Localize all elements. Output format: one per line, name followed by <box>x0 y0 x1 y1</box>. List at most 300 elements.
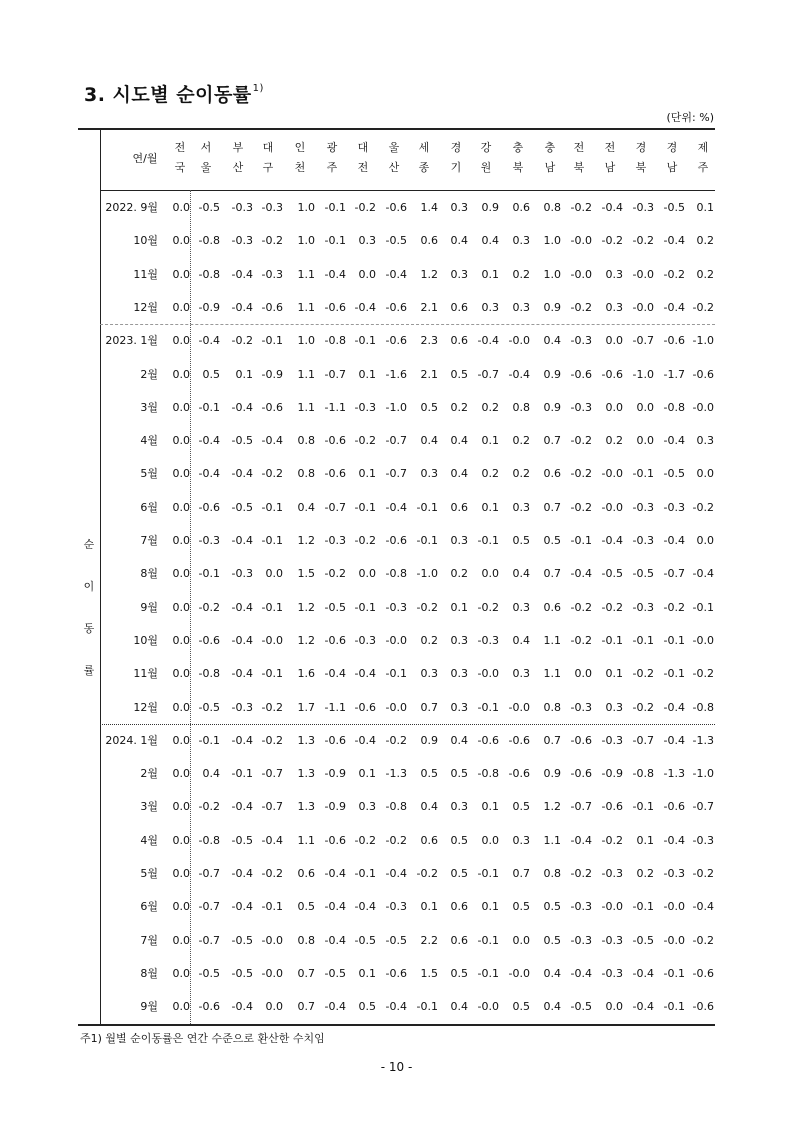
table-cell: -0.5 <box>601 567 623 581</box>
table-cell: -0.3 <box>354 633 376 647</box>
table-cell: -0.2 <box>692 867 714 880</box>
table-cell: -0.1 <box>663 1000 685 1014</box>
table-cell: -0.4 <box>324 267 346 281</box>
table-cell: -0.4 <box>231 800 253 814</box>
page-number: - 10 - <box>380 1060 413 1074</box>
table-cell: -0.7 <box>632 733 654 747</box>
table-cell: 1.2 <box>297 633 315 647</box>
table-cell: -1.0 <box>385 400 407 414</box>
table-row <box>100 890 715 923</box>
row-period-label: 6월 <box>140 500 158 514</box>
table-cell: -0.3 <box>570 334 592 348</box>
table-cell: -0.7 <box>477 367 499 381</box>
table-cell: 0.3 <box>512 300 530 314</box>
table-cell: 0.0 <box>172 633 190 647</box>
region-header-char: 전 <box>174 141 186 154</box>
table-row <box>100 757 715 790</box>
table-cell: -0.6 <box>324 833 346 847</box>
table-cell: -0.1 <box>632 800 654 814</box>
table-cell: 0.8 <box>543 201 561 214</box>
table-cell: -0.2 <box>632 700 654 714</box>
row-period-label: 8월 <box>140 966 158 980</box>
unit-label: (단위: %) <box>666 111 714 124</box>
table-bottom-border <box>78 1024 715 1026</box>
table-cell: -0.0 <box>508 700 530 714</box>
table-cell: -0.2 <box>570 467 592 481</box>
table-cell: -0.8 <box>632 767 654 781</box>
table-cell: -1.3 <box>385 767 407 781</box>
region-header <box>349 138 377 178</box>
table-cell: 0.4 <box>202 767 220 781</box>
table-cell: -0.2 <box>570 201 592 214</box>
table-cell: -0.5 <box>231 966 253 980</box>
table-cell: -0.5 <box>632 567 654 581</box>
table-cell: -0.1 <box>663 633 685 647</box>
region-header <box>254 138 282 178</box>
table-cell: -0.3 <box>385 600 407 614</box>
region-header <box>318 138 346 178</box>
table-cell: -0.3 <box>632 600 654 614</box>
table-cell: -0.2 <box>416 867 438 880</box>
table-cell: -0.3 <box>231 700 253 714</box>
table-cell: -0.6 <box>692 966 714 980</box>
table-cell: 0.3 <box>450 667 468 681</box>
table-cell: 1.1 <box>297 300 315 314</box>
table-cell: 0.3 <box>512 667 530 681</box>
side-label-char: 이 <box>83 580 95 593</box>
table-cell: -1.6 <box>385 367 407 381</box>
row-period-label: 8월 <box>140 567 158 581</box>
region-header-char: 전 <box>357 161 369 174</box>
table-cell: 0.1 <box>481 267 499 281</box>
table-cell: 0.0 <box>172 334 190 348</box>
region-header-char: 남 <box>666 161 678 174</box>
table-cell: -0.5 <box>231 833 253 847</box>
side-label-char: 동 <box>83 622 95 635</box>
table-cell: -0.1 <box>601 633 623 647</box>
table-cell: -0.4 <box>354 900 376 914</box>
table-cell: 1.1 <box>297 833 315 847</box>
table-cell: 0.4 <box>450 1000 468 1014</box>
region-header-char: 울 <box>388 141 400 154</box>
region-header-char: 주 <box>326 161 338 174</box>
table-cell: -0.7 <box>261 800 283 814</box>
table-cell: -0.4 <box>354 300 376 314</box>
table-cell: -0.3 <box>324 534 346 547</box>
table-cell: 0.0 <box>172 567 190 581</box>
table-cell: 0.8 <box>543 867 561 880</box>
table-cell: 0.3 <box>358 800 376 814</box>
table-cell: -0.2 <box>261 700 283 714</box>
table-cell: -0.6 <box>261 300 283 314</box>
table-cell: -0.5 <box>231 933 253 947</box>
region-header-char: 울 <box>200 161 212 174</box>
table-cell: -0.4 <box>570 567 592 581</box>
table-cell: -0.3 <box>601 966 623 980</box>
table-cell: 0.9 <box>420 733 438 747</box>
table-cell: -0.2 <box>261 867 283 880</box>
region-header-char: 경 <box>635 141 647 154</box>
table-cell: -0.2 <box>354 434 376 448</box>
table-cell: 1.1 <box>543 833 561 847</box>
table-cell: -0.6 <box>385 966 407 980</box>
table-cell: -0.1 <box>261 900 283 914</box>
table-cell: -0.1 <box>632 467 654 481</box>
table-cell: 0.1 <box>358 467 376 481</box>
table-cell: -0.0 <box>261 933 283 947</box>
table-cell: -0.0 <box>632 267 654 281</box>
table-cell: -0.2 <box>385 733 407 747</box>
region-header-char: 종 <box>418 161 430 174</box>
region-header <box>565 138 593 178</box>
table-cell: 2.1 <box>420 300 438 314</box>
table-cell: -0.1 <box>231 767 253 781</box>
table-cell: -0.4 <box>261 833 283 847</box>
table-cell: 0.0 <box>696 467 714 481</box>
table-cell: -0.4 <box>324 900 346 914</box>
table-cell: -0.4 <box>354 667 376 681</box>
table-cell: -0.8 <box>385 800 407 814</box>
table-cell: 0.0 <box>172 867 190 880</box>
table-cell: -0.4 <box>324 867 346 880</box>
table-cell: -1.0 <box>632 367 654 381</box>
table-cell: 0.0 <box>481 567 499 581</box>
row-period-label: 3월 <box>140 800 158 814</box>
region-header <box>472 138 500 178</box>
table-cell: -0.3 <box>632 500 654 514</box>
table-cell: -0.1 <box>354 334 376 348</box>
table-cell: -0.0 <box>508 334 530 348</box>
table-cell: -0.3 <box>632 534 654 547</box>
table-cell: 0.5 <box>512 1000 530 1014</box>
table-cell: 0.4 <box>420 800 438 814</box>
table-cell: -0.2 <box>570 500 592 514</box>
row-period-label: 2월 <box>140 767 158 781</box>
table-cell: -0.4 <box>231 900 253 914</box>
table-cell: 0.4 <box>512 567 530 581</box>
table-cell: 0.0 <box>172 234 190 248</box>
region-header <box>224 138 252 178</box>
table-cell: -0.1 <box>477 867 499 880</box>
table-cell: 1.1 <box>543 633 561 647</box>
region-header-char: 북 <box>573 161 585 174</box>
row-period-label: 3월 <box>140 400 158 414</box>
table-cell: 1.2 <box>297 534 315 547</box>
region-header <box>689 138 717 178</box>
table-cell: 0.0 <box>172 933 190 947</box>
table-cell: -0.4 <box>231 467 253 481</box>
table-cell: -0.0 <box>570 234 592 248</box>
table-cell: -0.2 <box>692 500 714 514</box>
table-cell: 0.2 <box>696 234 714 248</box>
table-cell: -0.2 <box>632 234 654 248</box>
table-cell: 1.7 <box>297 700 315 714</box>
region-header-char: 전 <box>604 141 616 154</box>
table-cell: -0.2 <box>692 933 714 947</box>
table-cell: -0.4 <box>663 300 685 314</box>
table-cell: -0.8 <box>198 234 220 248</box>
table-cell: 0.4 <box>543 334 561 348</box>
table-cell: -0.1 <box>324 201 346 214</box>
table-cell: 0.7 <box>543 567 561 581</box>
table-cell: 0.8 <box>297 933 315 947</box>
table-row <box>100 691 715 724</box>
table-cell: 0.7 <box>297 1000 315 1014</box>
table-cell: 0.6 <box>420 234 438 248</box>
region-header <box>286 138 314 178</box>
table-cell: -0.5 <box>385 234 407 248</box>
page-title <box>84 80 264 107</box>
table-cell: -0.1 <box>570 534 592 547</box>
table-cell: -0.0 <box>261 633 283 647</box>
table-cell: -0.4 <box>663 434 685 448</box>
table-cell: -0.1 <box>261 334 283 348</box>
table-cell: -0.1 <box>477 966 499 980</box>
table-cell: 2.2 <box>420 933 438 947</box>
table-cell: 0.3 <box>512 500 530 514</box>
table-cell: 0.4 <box>450 234 468 248</box>
table-cell: 0.8 <box>512 400 530 414</box>
table-cell: 0.5 <box>543 534 561 547</box>
region-header-char: 구 <box>262 161 274 174</box>
region-header-char: 주 <box>697 161 709 174</box>
region-header-char: 충 <box>512 141 524 154</box>
table-cell: 0.1 <box>358 966 376 980</box>
table-cell: 0.6 <box>450 300 468 314</box>
table-cell: 0.5 <box>512 800 530 814</box>
table-cell: -0.2 <box>570 867 592 880</box>
table-cell: -0.6 <box>324 467 346 481</box>
table-cell: -0.4 <box>324 1000 346 1014</box>
table-cell: -0.2 <box>385 833 407 847</box>
table-cell: -0.6 <box>508 767 530 781</box>
table-cell: -0.3 <box>570 700 592 714</box>
table-cell: -0.5 <box>632 933 654 947</box>
region-header <box>536 138 564 178</box>
table-cell: -0.6 <box>385 534 407 547</box>
row-period-label: 10월 <box>133 234 158 248</box>
table-cell: -0.5 <box>198 966 220 980</box>
row-period-label: 10월 <box>133 633 158 647</box>
table-cell: 0.2 <box>636 867 654 880</box>
table-cell: 0.3 <box>450 267 468 281</box>
table-cell: 1.1 <box>543 667 561 681</box>
row-period-label: 6월 <box>140 900 158 914</box>
table-cell: -0.1 <box>354 600 376 614</box>
table-cell: 0.1 <box>481 434 499 448</box>
table-cell: -0.9 <box>198 300 220 314</box>
table-cell: 0.5 <box>512 900 530 914</box>
table-cell: 0.2 <box>512 467 530 481</box>
table-cell: 0.0 <box>172 800 190 814</box>
table-cell: 0.6 <box>543 467 561 481</box>
table-cell: -0.4 <box>570 966 592 980</box>
table-row <box>100 457 715 490</box>
table-cell: -0.2 <box>354 201 376 214</box>
row-period-label: 12월 <box>133 300 158 314</box>
table-cell: -1.3 <box>663 767 685 781</box>
table-cell: -0.4 <box>231 267 253 281</box>
table-cell: 0.5 <box>450 833 468 847</box>
table-cell: 0.2 <box>512 267 530 281</box>
table-cell: 0.0 <box>172 733 190 747</box>
table-cell: -0.5 <box>324 966 346 980</box>
table-cell: -0.2 <box>570 600 592 614</box>
table-cell: 0.0 <box>574 667 592 681</box>
table-cell: -0.2 <box>261 733 283 747</box>
row-period-label: 5월 <box>140 467 158 481</box>
table-cell: -0.7 <box>663 567 685 581</box>
table-cell: -0.1 <box>477 534 499 547</box>
table-cell: 0.7 <box>543 500 561 514</box>
table-cell: -0.7 <box>324 367 346 381</box>
table-cell: -0.9 <box>601 767 623 781</box>
table-cell: -0.6 <box>198 500 220 514</box>
table-cell: 0.1 <box>420 900 438 914</box>
table-cell: -0.2 <box>601 234 623 248</box>
table-cell: 0.1 <box>481 800 499 814</box>
table-cell: 0.4 <box>450 733 468 747</box>
table-cell: 0.3 <box>450 800 468 814</box>
table-cell: 0.3 <box>605 700 623 714</box>
table-cell: 0.4 <box>450 467 468 481</box>
table-cell: 0.0 <box>358 567 376 581</box>
region-header-char: 대 <box>262 141 274 154</box>
table-cell: -0.3 <box>231 567 253 581</box>
table-row <box>100 391 715 424</box>
table-cell: -0.8 <box>324 334 346 348</box>
table-cell: -0.2 <box>354 534 376 547</box>
table-cell: -0.3 <box>477 633 499 647</box>
table-cell: -0.3 <box>601 867 623 880</box>
table-cell: 0.0 <box>172 434 190 448</box>
table-cell: -0.5 <box>231 434 253 448</box>
table-cell: 0.0 <box>172 400 190 414</box>
table-cell: -0.1 <box>477 933 499 947</box>
table-cell: -0.0 <box>632 300 654 314</box>
table-cell: -0.4 <box>663 534 685 547</box>
table-cell: 0.0 <box>481 833 499 847</box>
table-cell: 0.0 <box>172 500 190 514</box>
table-row <box>100 324 715 357</box>
table-cell: -0.2 <box>663 267 685 281</box>
table-cell: 0.8 <box>543 700 561 714</box>
table-cell: -1.7 <box>663 367 685 381</box>
region-header <box>627 138 655 178</box>
table-row <box>100 990 715 1023</box>
row-period-label: 9월 <box>140 1000 158 1014</box>
table-cell: 0.0 <box>172 900 190 914</box>
table-cell: 0.2 <box>605 434 623 448</box>
row-period-label: 2월 <box>140 367 158 381</box>
table-cell: -0.2 <box>663 600 685 614</box>
region-header <box>380 138 408 178</box>
table-cell: -0.4 <box>601 534 623 547</box>
region-header-char: 국 <box>174 161 186 174</box>
table-cell: -0.2 <box>198 800 220 814</box>
table-cell: 0.4 <box>450 434 468 448</box>
table-cell: -0.4 <box>663 700 685 714</box>
table-cell: -0.4 <box>231 300 253 314</box>
table-cell: -0.6 <box>508 733 530 747</box>
table-cell: -0.4 <box>231 600 253 614</box>
table-cell: -0.2 <box>416 600 438 614</box>
table-cell: -0.4 <box>663 733 685 747</box>
table-cell: 0.3 <box>450 700 468 714</box>
table-cell: 0.3 <box>450 534 468 547</box>
table-cell: 0.0 <box>172 300 190 314</box>
table-cell: -0.6 <box>385 334 407 348</box>
table-cell: 0.4 <box>420 434 438 448</box>
table-cell: -0.8 <box>385 567 407 581</box>
table-cell: 0.3 <box>605 267 623 281</box>
table-cell: 0.3 <box>420 667 438 681</box>
table-cell: 0.7 <box>420 700 438 714</box>
region-header <box>658 138 686 178</box>
table-cell: -0.2 <box>477 600 499 614</box>
table-cell: -0.2 <box>632 667 654 681</box>
table-cell: -0.9 <box>324 800 346 814</box>
table-cell: -0.0 <box>570 267 592 281</box>
table-row <box>100 424 715 457</box>
table-cell: -0.6 <box>663 334 685 348</box>
table-cell: -0.6 <box>692 1000 714 1014</box>
table-cell: -0.9 <box>261 367 283 381</box>
table-cell: 1.0 <box>297 234 315 248</box>
table-cell: 0.0 <box>265 567 283 581</box>
table-cell: 0.0 <box>172 667 190 681</box>
table-cell: -0.1 <box>261 667 283 681</box>
table-cell: -0.4 <box>632 966 654 980</box>
table-cell: 0.1 <box>696 201 714 214</box>
table-cell: -0.4 <box>198 467 220 481</box>
table-cell: -0.4 <box>324 667 346 681</box>
table-cell: -0.6 <box>601 367 623 381</box>
table-cell: 0.5 <box>512 534 530 547</box>
table-cell: 0.0 <box>636 400 654 414</box>
row-period-label: 12월 <box>133 700 158 714</box>
table-cell: -0.6 <box>385 201 407 214</box>
table-cell: 0.4 <box>481 234 499 248</box>
table-cell: 2.1 <box>420 367 438 381</box>
table-cell: -0.4 <box>477 334 499 348</box>
table-cell: 1.1 <box>297 267 315 281</box>
table-cell: 1.2 <box>420 267 438 281</box>
table-row <box>100 224 715 257</box>
table-row <box>100 957 715 990</box>
table-cell: -0.2 <box>570 633 592 647</box>
table-cell: -0.0 <box>385 633 407 647</box>
table-row <box>100 790 715 823</box>
table-cell: -0.6 <box>570 367 592 381</box>
table-cell: 0.0 <box>172 467 190 481</box>
table-cell: -0.7 <box>385 467 407 481</box>
table-cell: 0.3 <box>450 633 468 647</box>
table-cell: 0.9 <box>481 201 499 214</box>
table-cell: 0.1 <box>358 367 376 381</box>
table-cell: 0.5 <box>202 367 220 381</box>
table-cell: -0.4 <box>663 833 685 847</box>
table-cell: 0.1 <box>481 900 499 914</box>
table-cell: -0.2 <box>570 300 592 314</box>
table-cell: -0.3 <box>570 400 592 414</box>
region-header-char: 천 <box>294 161 306 174</box>
table-cell: 0.6 <box>543 600 561 614</box>
table-cell: 0.1 <box>605 667 623 681</box>
region-header-char: 경 <box>666 141 678 154</box>
table-row <box>100 624 715 657</box>
table-cell: -0.1 <box>632 900 654 914</box>
